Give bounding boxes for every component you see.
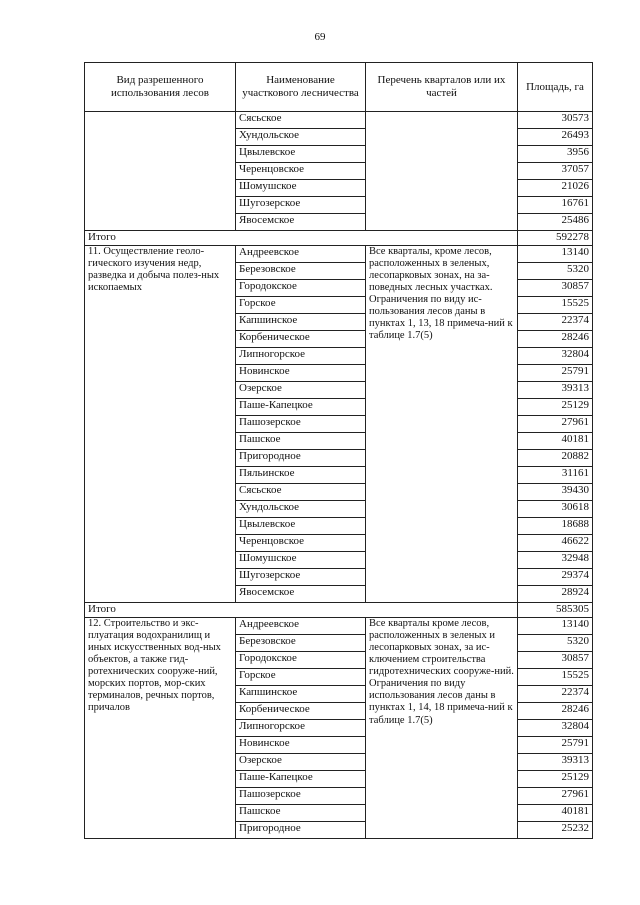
district-name: Хундольское bbox=[236, 501, 366, 518]
area-value: 22374 bbox=[518, 314, 593, 331]
area-value: 25791 bbox=[518, 365, 593, 382]
table-header-row bbox=[85, 63, 593, 112]
area-value: 32948 bbox=[518, 552, 593, 569]
area-value: 27961 bbox=[518, 416, 593, 433]
area-value: 26493 bbox=[518, 129, 593, 146]
area-value: 3956 bbox=[518, 146, 593, 163]
area-value: 18688 bbox=[518, 518, 593, 535]
area-value: 28924 bbox=[518, 586, 593, 603]
district-name: Новинское bbox=[236, 737, 366, 754]
area-value: 40181 bbox=[518, 433, 593, 450]
district-name: Шугозерское bbox=[236, 569, 366, 586]
district-name: Черенцовское bbox=[236, 535, 366, 552]
quarters-cell: Все кварталы, кроме лесов, расположенных в зеленых, лесопарковых зонах, на за-поведных лесных участках. Ограничения по виду ис-пользования лесов даны в пунктах 1, 13, 18 примеча-ний к таблице 1.7(5) bbox=[366, 246, 518, 603]
district-name: Городокское bbox=[236, 280, 366, 297]
district-name: Пригородное bbox=[236, 450, 366, 467]
area-value: 20882 bbox=[518, 450, 593, 467]
district-name: Шомушское bbox=[236, 180, 366, 197]
district-name: Липногорское bbox=[236, 348, 366, 365]
area-value: 31161 bbox=[518, 467, 593, 484]
forest-usage-table bbox=[84, 62, 593, 839]
area-value: 16761 bbox=[518, 197, 593, 214]
total-label: Итого bbox=[85, 231, 518, 246]
header-area: Площадь, га bbox=[518, 63, 593, 112]
district-name: Городокское bbox=[236, 652, 366, 669]
table-row bbox=[85, 112, 593, 129]
district-name: Горское bbox=[236, 669, 366, 686]
area-value: 5320 bbox=[518, 263, 593, 280]
district-name: Липногорское bbox=[236, 720, 366, 737]
district-name: Капшинское bbox=[236, 686, 366, 703]
district-name: Пяльинское bbox=[236, 467, 366, 484]
usage-type-cell: 12. Строительство и экс-плуатация водохранилищ и иных искусственных вод-ных объектов, а также гид-ротехнических сооруже-ний, морских портов, мор-ских терминалов, речных портов, причалов bbox=[85, 618, 236, 839]
area-value: 30857 bbox=[518, 280, 593, 297]
area-value: 22374 bbox=[518, 686, 593, 703]
area-value: 28246 bbox=[518, 331, 593, 348]
district-name: Озерское bbox=[236, 754, 366, 771]
district-name: Горское bbox=[236, 297, 366, 314]
area-value: 13140 bbox=[518, 618, 593, 635]
area-value: 30573 bbox=[518, 112, 593, 129]
header-district: Наименование участкового лесничества bbox=[236, 63, 366, 112]
district-name: Новинское bbox=[236, 365, 366, 382]
district-name: Пашозерское bbox=[236, 416, 366, 433]
district-name: Пашозерское bbox=[236, 788, 366, 805]
area-value: 25232 bbox=[518, 822, 593, 839]
area-value: 15525 bbox=[518, 669, 593, 686]
district-name: Шомушское bbox=[236, 552, 366, 569]
district-name: Черенцовское bbox=[236, 163, 366, 180]
usage-type-cell: 11. Осуществление геоло-гического изучения недр, разведка и добыча полез-ных ископаемых bbox=[85, 246, 236, 603]
district-name: Озерское bbox=[236, 382, 366, 399]
district-name: Андреевское bbox=[236, 246, 366, 263]
area-value: 40181 bbox=[518, 805, 593, 822]
area-value: 39430 bbox=[518, 484, 593, 501]
area-value: 32804 bbox=[518, 348, 593, 365]
table-row bbox=[85, 246, 593, 263]
district-name: Березовское bbox=[236, 635, 366, 652]
district-name: Явосемское bbox=[236, 214, 366, 231]
area-value: 15525 bbox=[518, 297, 593, 314]
table-body bbox=[85, 112, 593, 839]
table-row bbox=[85, 618, 593, 635]
area-value: 13140 bbox=[518, 246, 593, 263]
district-name: Андреевское bbox=[236, 618, 366, 635]
district-name: Сясьское bbox=[236, 112, 366, 129]
district-name: Пашское bbox=[236, 433, 366, 450]
area-value: 37057 bbox=[518, 163, 593, 180]
area-value: 21026 bbox=[518, 180, 593, 197]
district-name: Капшинское bbox=[236, 314, 366, 331]
area-value: 39313 bbox=[518, 754, 593, 771]
area-value: 25129 bbox=[518, 771, 593, 788]
area-value: 5320 bbox=[518, 635, 593, 652]
total-row bbox=[85, 231, 593, 246]
header-usage-type: Вид разрешенного использования лесов bbox=[85, 63, 236, 112]
area-value: 46622 bbox=[518, 535, 593, 552]
usage-type-cell bbox=[85, 112, 236, 231]
district-name: Корбеническое bbox=[236, 331, 366, 348]
area-value: 30618 bbox=[518, 501, 593, 518]
area-value: 29374 bbox=[518, 569, 593, 586]
page-number: 69 bbox=[314, 31, 326, 43]
quarters-cell: Все кварталы кроме лесов, расположенных в зеленых и лесопарковых зонах, за ис-ключением строительства гидротехнических сооруже-ний. Ограничения по виду использования лесов даны в пунктах 1, 14, 18 примеча-ний к таблице 1.7(5) bbox=[366, 618, 518, 839]
area-value: 28246 bbox=[518, 703, 593, 720]
district-name: Цвылевское bbox=[236, 518, 366, 535]
header-quarters: Перечень кварталов или их частей bbox=[366, 63, 518, 112]
quarters-cell bbox=[366, 112, 518, 231]
district-name: Сясьское bbox=[236, 484, 366, 501]
total-area: 592278 bbox=[518, 231, 593, 246]
district-name: Явосемское bbox=[236, 586, 366, 603]
total-label: Итого bbox=[85, 603, 518, 618]
district-name: Корбеническое bbox=[236, 703, 366, 720]
area-value: 25486 bbox=[518, 214, 593, 231]
district-name: Пашское bbox=[236, 805, 366, 822]
area-value: 30857 bbox=[518, 652, 593, 669]
district-name: Цвылевское bbox=[236, 146, 366, 163]
district-name: Пригородное bbox=[236, 822, 366, 839]
district-name: Березовское bbox=[236, 263, 366, 280]
area-value: 27961 bbox=[518, 788, 593, 805]
area-value: 32804 bbox=[518, 720, 593, 737]
total-area: 585305 bbox=[518, 603, 593, 618]
district-name: Шугозерское bbox=[236, 197, 366, 214]
area-value: 39313 bbox=[518, 382, 593, 399]
area-value: 25791 bbox=[518, 737, 593, 754]
total-row bbox=[85, 603, 593, 618]
district-name: Паше-Капецкое bbox=[236, 771, 366, 788]
district-name: Хундольское bbox=[236, 129, 366, 146]
district-name: Паше-Капецкое bbox=[236, 399, 366, 416]
area-value: 25129 bbox=[518, 399, 593, 416]
